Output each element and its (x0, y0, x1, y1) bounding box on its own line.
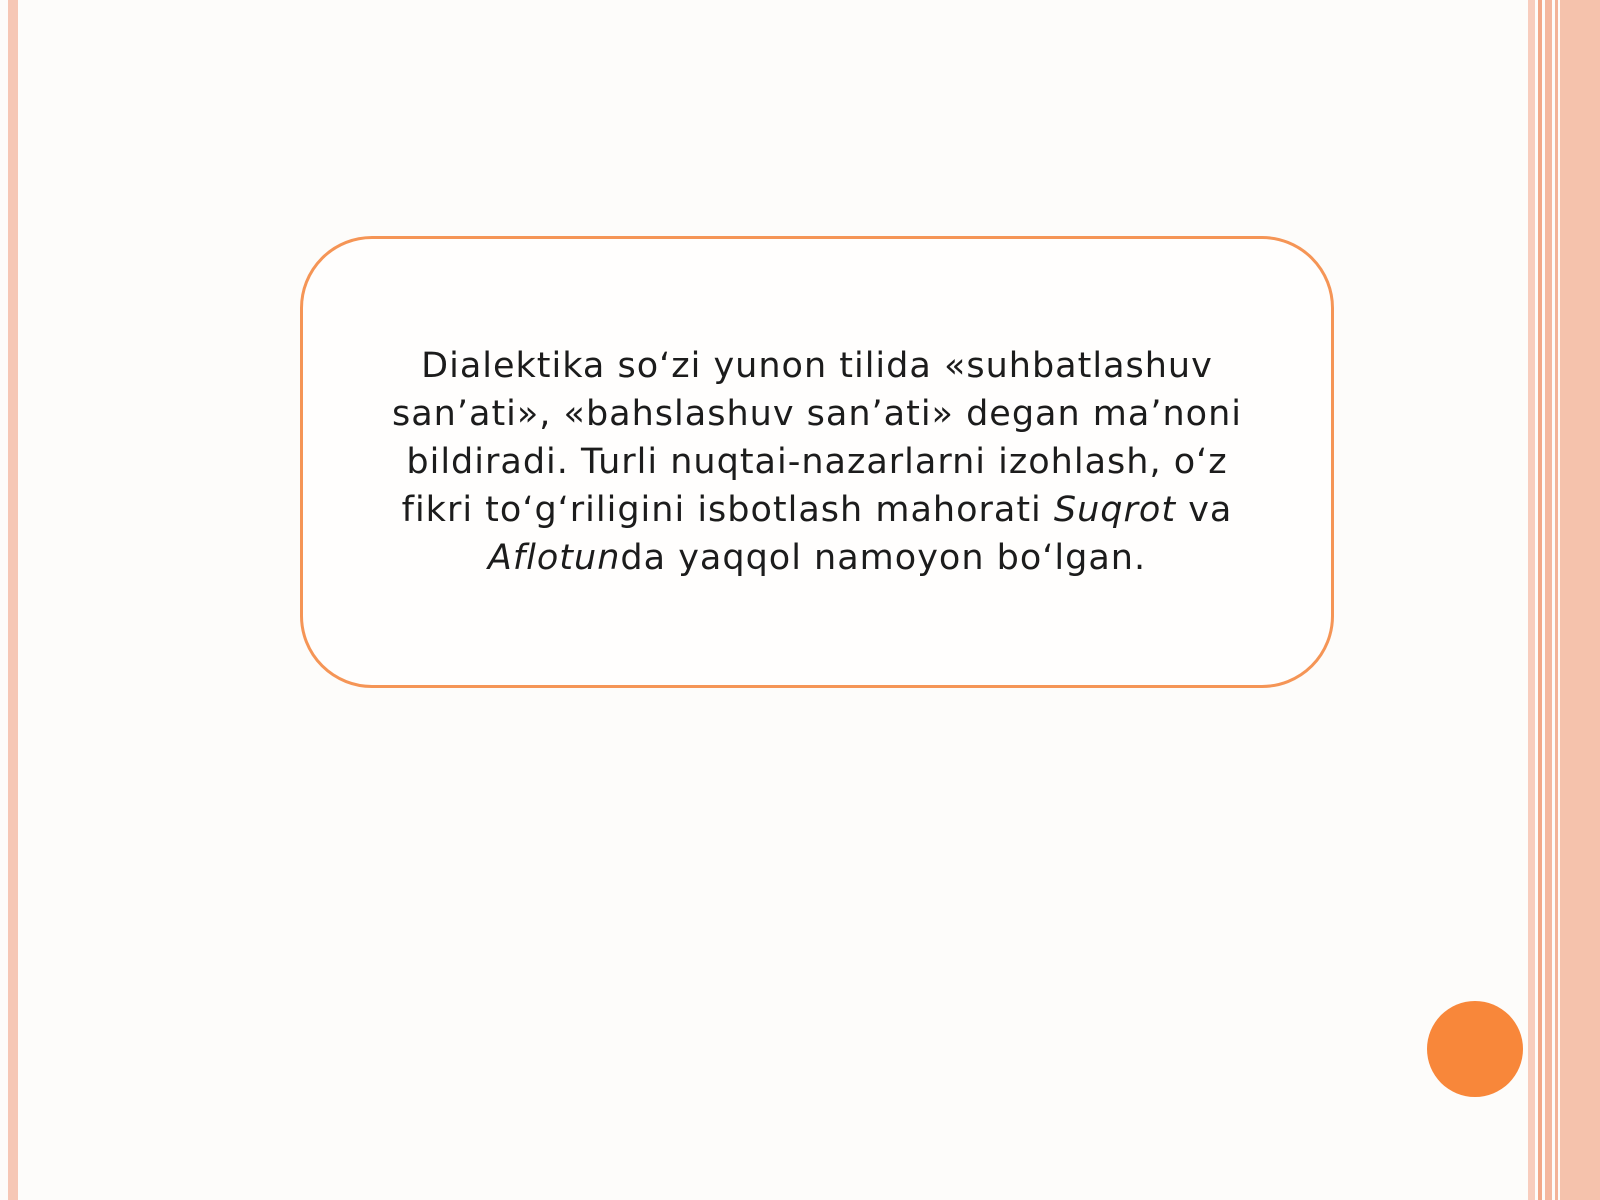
name-aflotun: Aflotun (487, 538, 621, 578)
right-decorative-line (1538, 0, 1542, 1200)
paragraph-text: da yaqqol namoyon bo‘lgan. (620, 538, 1147, 578)
right-decorative-band (1545, 0, 1552, 1200)
right-decorative-line (1555, 0, 1558, 1200)
paragraph-text: Dialektika so‘zi yunon tilida «suhbatlashuv san’ati», «bahslashuv san’ati» degan ma’noni bildiradi. Turli nuqtai-nazarlarni izohlash, o‘z fikri to‘g‘riligini isbotlash mahorati (392, 346, 1242, 530)
body-paragraph (375, 342, 1259, 582)
paragraph-text: va (1176, 490, 1233, 530)
name-suqrot: Suqrot (1053, 490, 1177, 530)
left-decorative-stripe (8, 0, 18, 1200)
right-decorative-band (1560, 0, 1600, 1200)
text-box (300, 236, 1334, 688)
orange-circle-icon (1427, 1001, 1523, 1097)
right-decorative-band (1528, 0, 1535, 1200)
